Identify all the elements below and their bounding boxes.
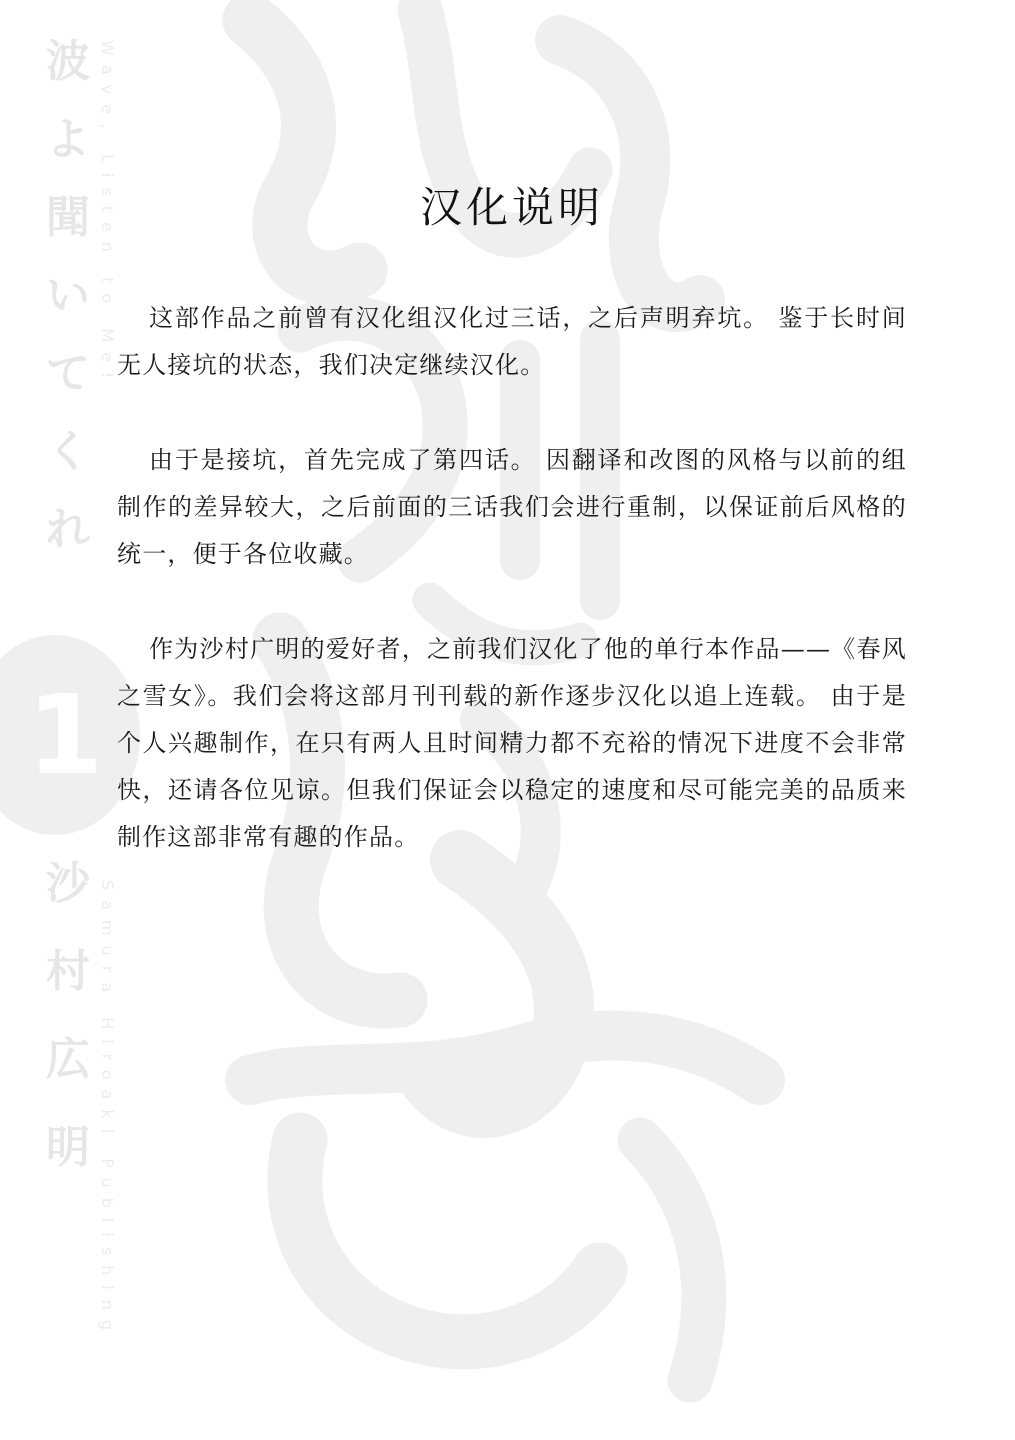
vertical-title-char: い [46, 270, 90, 321]
romanized-title-watermark: Wave, Listen to Me! [98, 40, 117, 389]
vertical-title-watermark [38, 36, 98, 586]
vertical-title-char: て [46, 348, 90, 399]
paragraph: 作为沙村广明的爱好者，之前我们汉化了他的单行本作品——《春风之雪女》。我们会将这部月刊刊载的新作逐步汉化以追上连载。 由于是个人兴趣制作，在只有两人且时间精力都不充裕的情况下进度不会非常快，还请各位见谅。但我们保证会以稳定的速度和尽可能完美的品质来制作这部非常有趣的作品。 [117, 635, 907, 851]
vertical-title-char: よ [46, 114, 90, 165]
vertical-title-char: く [46, 426, 90, 477]
paragraph: 这部作品之前曾有汉化组汉化过三话，之后声明弃坑。 鉴于长时间无人接坑的状态，我们决定继续汉化。 [117, 304, 907, 379]
vertical-author-char: 村 [46, 946, 90, 997]
vertical-title-char: れ [46, 504, 90, 555]
vertical-author-char: 沙 [46, 858, 90, 909]
vertical-author-char: 広 [46, 1034, 90, 1085]
page-title: 汉化说明 [419, 183, 604, 232]
paragraph: 由于是接坑，首先完成了第四话。 因翻译和改图的风格与以前的组制作的差异较大，之后前面的三话我们会进行重制，以保证前后风格的统一，便于各位收藏。 [117, 446, 907, 568]
romanized-author-watermark: Samura Hiroaki Publishing [98, 880, 117, 1341]
vertical-title-char: 聞 [46, 192, 90, 243]
vertical-author-char: 明 [46, 1122, 90, 1173]
vertical-title-char: 波 [46, 36, 90, 87]
translation-notes [117, 175, 907, 909]
vertical-author-watermark [38, 858, 98, 1214]
volume-number: 1 [26, 671, 104, 799]
